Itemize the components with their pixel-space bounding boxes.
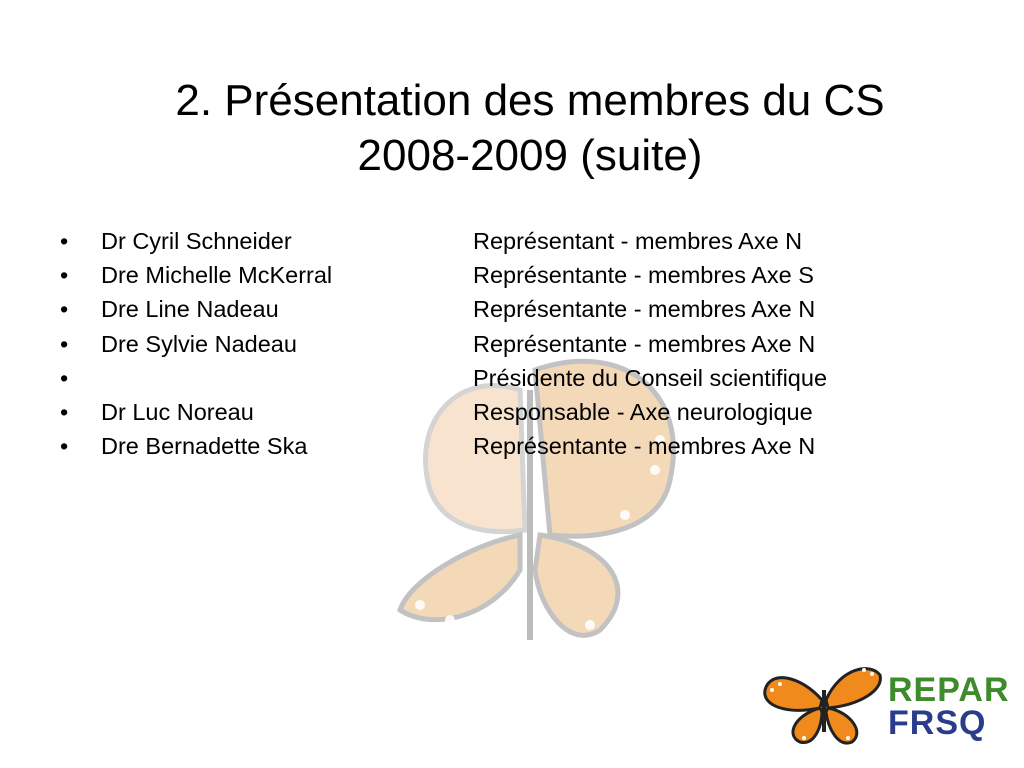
list-item <box>0 258 1024 292</box>
bullet: • <box>60 296 69 323</box>
list-item <box>0 361 1024 395</box>
bullet: • <box>60 330 69 357</box>
member-name: Dr Luc Noreau <box>101 398 254 425</box>
list-item <box>0 395 1024 429</box>
bullet: • <box>60 398 69 425</box>
member-name: Dre Michelle McKerral <box>101 262 333 289</box>
member-name: Dre Line Nadeau <box>101 296 279 323</box>
list-item <box>0 327 1024 361</box>
logo-repar-text: REPAR <box>888 671 1010 709</box>
bullet: • <box>60 262 69 289</box>
member-name: Dre Bernadette Ska <box>101 433 308 460</box>
repar-frsq-logo <box>760 660 1010 750</box>
bullet: • <box>60 433 69 460</box>
member-role: Présidente du Conseil scientifique <box>473 364 828 391</box>
member-role: Responsable - Axe neurologique <box>473 398 813 425</box>
logo-frsq-text: FRSQ <box>888 704 987 742</box>
monarch-butterfly-icon <box>760 660 885 748</box>
member-name: Dr Cyril Schneider <box>101 228 292 254</box>
bullet: • <box>60 228 69 254</box>
member-role: Représentant - membres Axe N <box>473 228 803 254</box>
title-line-2: 2008-2009 (suite) <box>357 131 703 181</box>
member-name: Dre Sylvie Nadeau <box>101 330 297 357</box>
members-list <box>0 224 1024 463</box>
list-item <box>0 429 1024 463</box>
list-item <box>0 224 1024 258</box>
title-line-1: 2. Présentation des membres du CS <box>175 76 885 126</box>
list-item <box>0 292 1024 326</box>
member-role: Représentante - membres Axe N <box>473 433 816 460</box>
member-role: Représentante - membres Axe N <box>473 296 816 323</box>
bullet: • <box>60 364 69 391</box>
member-role: Représentante - membres Axe S <box>473 262 814 289</box>
member-role: Représentante - membres Axe N <box>473 330 816 357</box>
slide-title <box>40 73 1020 183</box>
